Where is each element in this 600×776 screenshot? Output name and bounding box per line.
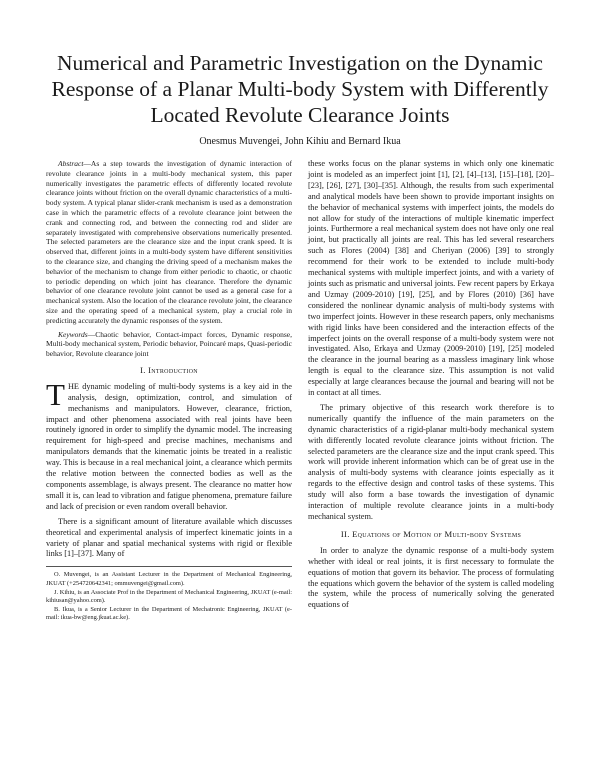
two-column-body xyxy=(46,159,554,624)
keywords xyxy=(46,330,292,359)
left-column xyxy=(46,159,292,624)
abstract-label: Abstract xyxy=(58,159,84,168)
keywords-label: Keywords xyxy=(58,329,88,339)
abstract xyxy=(46,159,292,326)
paper-authors: Onesmus Muvengei, John Kihiu and Bernard Ikua xyxy=(199,136,401,147)
section-heading-introduction: I. Introduction xyxy=(140,364,198,375)
right-paragraph-1: these works focus on the planar systems in which only one kinematic joint is modeled as an imperfect joint [1], [2], [4]–[13], [15]–[18], [20]–[23], [26], [27], [30]–[35]. Although, the results from such experimental and analytical models have been shown to provide important insights on the behavior of mechanical systems with imperfect joints, the models do not allow for study of the interactions of multiple kinematic imperfect joints. Furthermore a real mechanical system does not have only one real joint, but practically all joints are real. This has led several researchers such as Flores (2004) [38] and Cheriyan (2006) [39] to strongly recommend for their work to be extended to include multi-body mechanical systems with multiple imperfect joints, and with a variety of joints such as prismatic and universal joints. Few recent papers by Erkaya and Uzmay (2009-2010) [19], [25], and by Flores (2010) [36] have considered the nonlinear dynamic analysis of multi-body systems with two imperfect joints. However in these research papers, only mechanisms with rigid links have been considered and the interaction effects of the imperfect joints on the overall response of a multi-body system were not investigated. Also, Erkaya and Uzmay (2009-2010) [19], [25] modeled the clearance in the journal bearing as a massless imaginary link whose length is equal to the clearance size. This assumption is not valid especially at large clearances because the journal and bearing will not be in contact at all times. xyxy=(308,159,554,398)
intro-paragraph-1-text: dynamic modeling of multi-body systems is a key aid in the analysis, design, optimization, control, and simulation of mechanisms and manipulators. However, clearance, friction, impact and other phenomena associated with real joints have been routinely ignored in order to simplify the dynamic model. The increasing requirement for high-speed and precise machines, mechanisms and manipulators demands that the kinematic joints be treated in a realistic way. This is because in a real mechanical joint, a clearance which permits the relative motion between the connected bodies as well as the components assemblage, is always present. The clearance no matter how small it is, can lead to vibration and fatigue phenomena, premature failure and lack of precision or even random overall behavior. xyxy=(46,381,292,511)
lead-word: HE xyxy=(67,381,79,391)
keywords-text: —Chaotic behavior, Contact-impact forces, Dynamic response, Multi-body mechanical system, Periodic behavior, Poincaré maps, Quasi-periodic behavior, Revolute clearance joint xyxy=(46,329,292,359)
footnote: O. Muvengei, is an Assistant Lecturer in the Department of Mechanical Engineering, JKUAT (+254720642341; ommuvengei@gmail.com). xyxy=(46,571,292,587)
right-column xyxy=(308,159,554,624)
abstract-text: —As a step towards the investigation of dynamic interaction of revolute clearance joints in a multi-body mechanical system, this paper numerically investigates the parametric effects of differently located revolute clearance joints without friction on the overall dynamic characteristics of a multi-body system. A typical planar slider-crank mechanism is used as a demonstration case in which the parametric effects of a revolute clearance joint between the crank and connecting rod, and between the connecting rod and slider are separately investigated with comprehensive observations numerically presented. The selected parameters are the clearance size and the input crank speed. It is observed that, different joints in a multi-body system have different sensitivities to the clearance size, and changing the driving speed of a mechanism makes the behavior of the mechanism to change from either periodic to chaotic, or chaotic to periodic depending on which joint has clearance. Therefore the dynamic behavior of one clearance revolute joint cannot be used as a general case for a mechanical system. Also the location of the clearance revolute joint, the clearance size and the operating speed of a mechanical system, play a crucial role in predicting accurately the dynamic responses of the system. xyxy=(46,159,292,325)
right-paragraph-2: The primary objective of this research work therefore is to numerically quantify the influence of the main parameters on the dynamic characteristics of a rigid-planar multi-body mechanical system with differently located revolute clearance joints without friction. The selected parameters are the clearance size and the input crank speed. This work will provide inherent information which can be of great use in the analysis of multi-body systems with clearance joints especially as it regards to the effective design and control tasks of these systems. This study will also form a base towards the investigation of dynamic interaction of multiple revolute clearance joints in a multi-body mechanical system. xyxy=(308,402,554,521)
footnote: J. Kihiu, is an Associate Prof in the Department of Mechanical Engineering, JKUAT (e-mail: kihiusan@yahoo.com). xyxy=(46,588,292,604)
drop-cap: T xyxy=(46,376,65,412)
intro-paragraph-1 xyxy=(46,376,292,513)
intro-paragraph-2: There is a significant amount of literature available which discusses theoretical and experimental analysis of imperfect kinematic joints in a variety of planar and spatial mechanical systems with rigid or flexible links [1]–[37]. Many of xyxy=(46,516,292,559)
footnote: B. Ikua, is a Senior Lecturer in the Department of Mechatronic Engineering, JKUAT (e-mail: ikua-bw@eng.jkuat.ac.ke). xyxy=(46,606,292,622)
section-heading-equations: II. Equations of Motion of Multi-body Systems xyxy=(340,528,522,539)
footnotes xyxy=(46,566,292,622)
paper-title: Numerical and Parametric Investigation on the Dynamic Response of a Planar Multi-body System with Differently Located Revolute Clearance Joints xyxy=(51,51,549,127)
right-paragraph-3: In order to analyze the dynamic response of a multi-body system whether with ideal or real joints, it is first necessary to formulate the equations of motion that govern its behavior. The process of formulating the equations which govern the behavior of the system is called modeling the system, while the process of numerically solving the generated equations of xyxy=(308,545,554,610)
